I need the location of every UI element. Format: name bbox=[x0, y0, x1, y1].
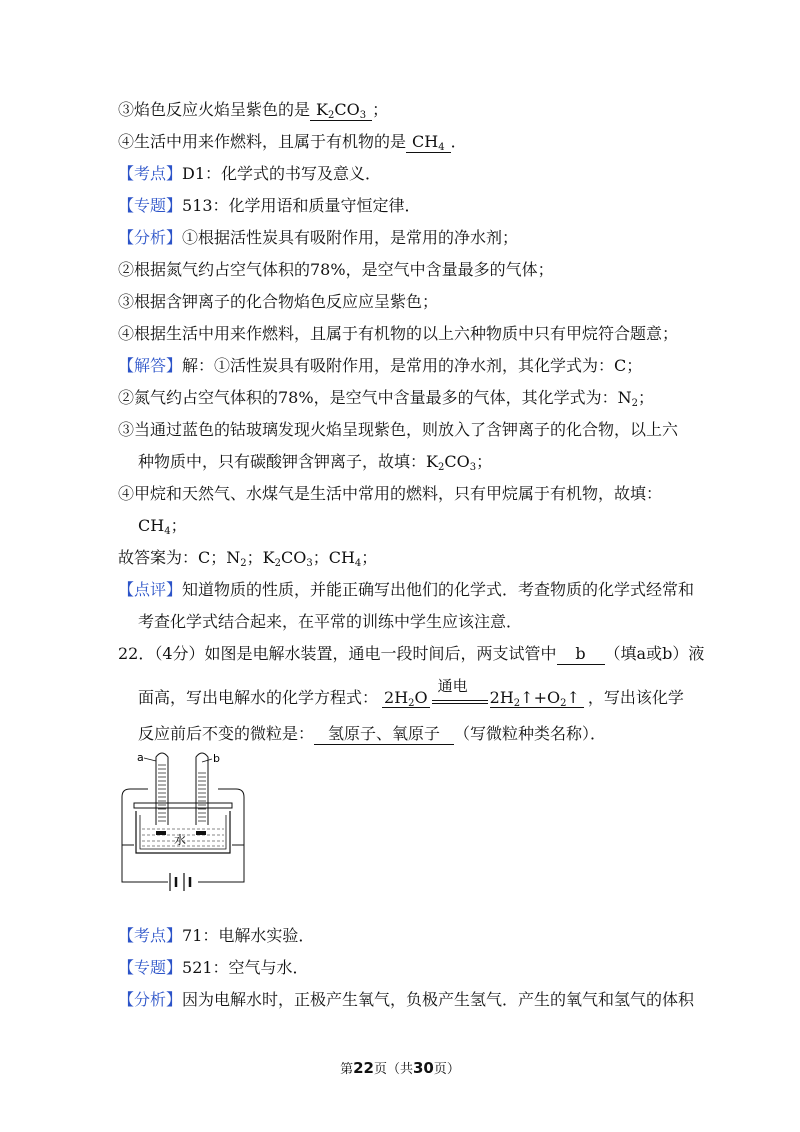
line-l4: ④生活中用来作燃料，且属于有机物的是 $CH_4$ ． bbox=[118, 132, 467, 153]
fenxi-line: ④根据生活中用来作燃料，且属于有机物的以上六种物质中只有甲烷符合题意； bbox=[118, 324, 679, 343]
dianping: 【点评】知道物质的性质，并能正确写出他们的化学式．考查物质的化学式经常和 bbox=[118, 580, 695, 599]
fenxi-2: 【分析】因为电解水时，正极产生氧气，负极产生氢气．产生的氧气和氢气的体积 bbox=[118, 990, 695, 1009]
final-answer: 故答案为：C；$N_2$；$K_2CO_3$；$CH_4$； bbox=[118, 548, 378, 569]
reaction-arrow: 通电 bbox=[432, 688, 488, 708]
question-22-equation: 面高，写出电解水的化学方程式： $2H_2O$ 通电 $2H_2↑+O_2↑$ ，写出该化学 bbox=[138, 677, 684, 709]
jieda-line: ②氮气约占空气体积的78%，是空气中含量最多的气体，其化学式为：$N_2$； bbox=[118, 388, 654, 409]
line-l3: ③焰色反应火焰呈紫色的是 $K_2CO_3$ ； bbox=[118, 100, 389, 121]
label-a: a bbox=[137, 751, 144, 764]
label-water: 水 bbox=[174, 833, 187, 847]
answer-blank: $K_2CO_3$ bbox=[310, 100, 372, 121]
dianping-line: 考查化学式结合起来，在平常的训练中学生应该注意． bbox=[138, 612, 523, 631]
fenxi-1: 【分析】①根据活性炭具有吸附作用，是常用的净水剂； bbox=[118, 228, 519, 247]
question-22: 22．（4分）如图是电解水装置，通电一段时间后，两支试管中 b （填a或b）液 bbox=[118, 644, 705, 663]
label-b: b bbox=[213, 752, 220, 765]
zhuanti-1: 【专题】513：化学用语和质量守恒定律． bbox=[118, 196, 421, 215]
jieda: 【解答】解：①活性炭具有吸附作用，是常用的净水剂，其化学式为：C； bbox=[118, 356, 643, 375]
kaodian-1: 【考点】D1：化学式的书写及意义． bbox=[118, 164, 382, 183]
page-footer: 第22页（共30页） bbox=[340, 1059, 460, 1077]
fenxi-line: ②根据氮气约占空气体积的78%，是空气中含量最多的气体； bbox=[118, 260, 554, 279]
jieda-line: 种物质中，只有碳酸钾含钾离子，故填：$K_2CO_3$； bbox=[138, 452, 493, 473]
fenxi-line: ③根据含钾离子的化合物焰色反应应呈紫色； bbox=[118, 292, 439, 311]
question-22-particles: 反应前后不变的微粒是： 氢原子、氧原子 （写微粒种类名称）． bbox=[138, 724, 607, 743]
electrolysis-apparatus-figure bbox=[118, 745, 258, 899]
jieda-line: ④甲烷和天然气、水煤气是生活中常用的燃料，只有甲烷属于有机物，故填： bbox=[118, 484, 663, 503]
kaodian-2: 【考点】71：电解水实验． bbox=[118, 926, 315, 945]
answer-blank: $CH_4$ bbox=[406, 132, 451, 153]
jieda-line: $CH_4$； bbox=[138, 516, 187, 537]
jieda-line: ③当通过蓝色的钴玻璃发现火焰呈现紫色，则放入了含钾离子的化合物，以上六 bbox=[118, 420, 679, 439]
answer-blank: 氢原子、氧原子 bbox=[314, 724, 454, 745]
answer-blank: b bbox=[557, 644, 605, 665]
zhuanti-2: 【专题】521：空气与水． bbox=[118, 958, 309, 977]
